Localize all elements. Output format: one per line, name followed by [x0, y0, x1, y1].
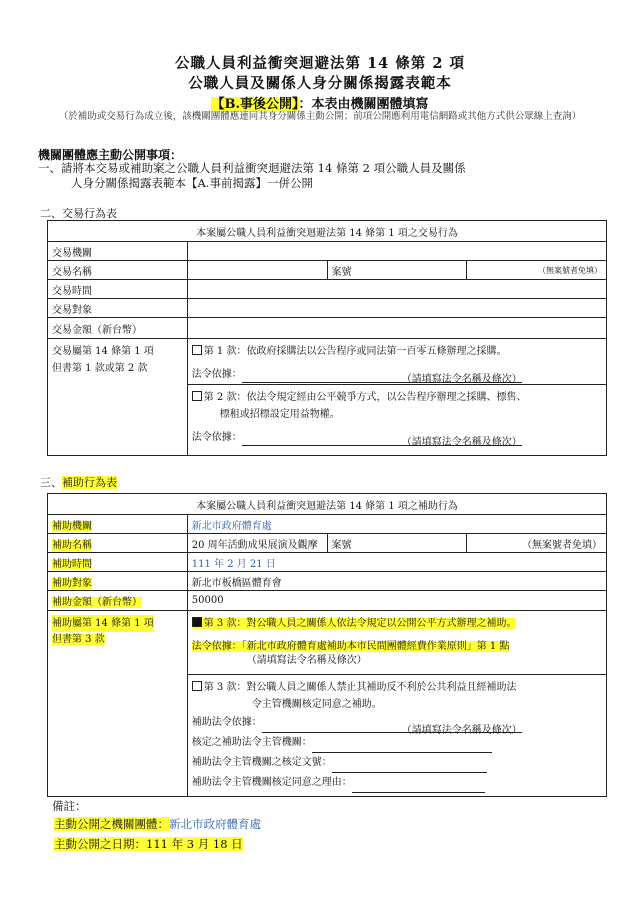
instruction: （於補助或交易行為成立後，該機關團體應連同其身分關係主動公開；前項公開應利用電信網路或其他方式供公眾線上查詢）: [58, 111, 582, 122]
f4-input[interactable]: [352, 781, 485, 793]
subsidy-clause-label: [48, 611, 188, 797]
law-label: 法令依據：: [191, 369, 242, 380]
subsidy-table-header: 本案屬公職人員利益衝突迴避法第 14 條第 1 項之補助行為: [48, 494, 607, 515]
trade-amount-field[interactable]: [187, 318, 606, 339]
clause-1-checkbox[interactable]: [192, 345, 202, 355]
subsidy-amount-field[interactable]: 50000: [187, 591, 606, 611]
clause-3b-block: [187, 675, 606, 797]
trade-party-field[interactable]: [187, 299, 606, 318]
f1-input[interactable]: [262, 721, 522, 736]
subsidy-section-title: [40, 474, 117, 490]
subsidy-org-field[interactable]: 新北市政府體育處: [187, 515, 606, 534]
clause-2-block: [187, 385, 606, 456]
org-value: 新北市政府體育處: [169, 817, 261, 831]
case-no-field[interactable]: （無案號者免填）: [467, 534, 607, 553]
f2-input[interactable]: [312, 741, 492, 753]
title-line-1: 公職人員利益衝突迴避法第 14 條第 2 項: [175, 55, 465, 72]
notes-org: [54, 816, 261, 832]
lead-heading: 機關團體應主動公開事項：: [38, 148, 183, 162]
law-hint: （請填寫法令名稱及條次）: [401, 725, 522, 736]
trade-name-field[interactable]: [187, 261, 327, 280]
law-hint: （請填寫法令名稱及條次）: [401, 374, 522, 385]
date-value: 111 年 3 月 18 日: [146, 837, 243, 851]
row-label: 交易名稱: [48, 261, 188, 280]
law-input[interactable]: [242, 434, 522, 446]
clause-3-block: [187, 611, 606, 675]
subtitle-tag: 【B.事後公開】: [211, 97, 299, 112]
law-input[interactable]: [242, 371, 522, 383]
subtitle-text: ：本表由機關團體填寫: [298, 97, 429, 112]
row-label: 交易時間: [48, 280, 188, 299]
trade-table-header: 本案屬公職人員利益衝突迴避法第 14 條第 1 項之交易行為: [48, 221, 607, 242]
row-label: 交易對象: [48, 299, 188, 318]
clause-3-text: 第 3 款：對公職人員之關係人依法令規定以公開公平方式辦理之補助。: [203, 618, 517, 629]
date-highlight: [54, 837, 243, 851]
law-value[interactable]: 「新北市政府體育處補助本市民間團體經費作業原則」第 1 點: [241, 641, 510, 652]
subsidy-party-field[interactable]: 新北市板橋區體育會: [187, 572, 606, 591]
law-hint: （請填寫法令名稱及條次）: [401, 437, 522, 448]
date-label: 主動公開之日期：: [54, 837, 146, 851]
clause-1-text: 第 1 款：依政府採購法以公告程序或同法第一百零五條辦理之採購。: [203, 346, 507, 357]
clause-label-b: 但書第 3 款: [52, 634, 105, 645]
clause-3b-text-a: 第 3 款：對公職人員之關係人禁止其補助反不利於公共利益且經補助法: [203, 682, 517, 693]
case-no-field[interactable]: （無案號者免填）: [467, 261, 607, 280]
row-label: 交易金額（新台幣）: [48, 318, 188, 339]
trade-clause-label: [48, 339, 188, 456]
row-label: 補助時間: [48, 553, 188, 572]
item-1-line-b: 人身分關係揭露表範本【A.事前揭露】一併公開: [71, 176, 313, 190]
law-label: 法令依據：: [191, 432, 242, 443]
row-label: 交易機關: [48, 242, 188, 261]
clause-1-block: [187, 339, 606, 385]
clause-label-a: 補助屬第 14 條第 1 項: [52, 615, 154, 632]
clause-3b-checkbox[interactable]: [192, 681, 202, 691]
clause-2-text-a: 第 2 款：依法令規定經由公平競爭方式，以公告程序辦理之採購、標售、: [203, 392, 527, 403]
trade-org-field[interactable]: [187, 242, 606, 261]
case-no-label: 案號: [327, 534, 467, 553]
f2-label: 核定之補助法令主管機關：: [191, 737, 312, 748]
clause-3b-text-b: 令主管機關核定同意之補助。: [251, 699, 382, 710]
clause-label-b: 但書第 1 款或第 2 款: [52, 363, 148, 374]
clause-3-checkbox[interactable]: [192, 617, 202, 627]
row-label: 補助名稱: [48, 534, 188, 553]
item-1-line-a: 一、請將本交易或補助案之公職人員利益衝突迴避法第 14 條第 2 項公職人員及關係: [38, 161, 466, 175]
clause-2-text-b: 標租或招標設定用益物權。: [219, 409, 340, 420]
trade-time-field[interactable]: [187, 280, 606, 299]
f4-label: 補助法令主管機關核定同意之理由：: [191, 777, 352, 788]
trade-table: [47, 220, 607, 456]
item-1: [38, 161, 608, 191]
clause-2-checkbox[interactable]: [192, 391, 202, 401]
law-label: 法令依據：: [191, 641, 242, 652]
clause-label-a: 交易屬第 14 條第 1 項: [52, 346, 154, 357]
law-hint: （請填寫法令名稱及條次）: [246, 655, 367, 666]
trade-section-title: 二、交易行為表: [40, 207, 117, 220]
org-label: 主動公開之機關團體：: [54, 817, 169, 831]
f3-input[interactable]: [332, 761, 487, 773]
subsidy-time-field[interactable]: 111 年 2 月 21 日: [187, 553, 606, 572]
section-name: 補助行為表: [62, 476, 117, 489]
notes-date: [54, 836, 243, 852]
section-prefix: 三、: [40, 476, 62, 489]
title-line-2: 公職人員及關係人身分關係揭露表範本: [188, 75, 452, 92]
f3-label: 補助法令主管機關之核定文號：: [191, 757, 332, 768]
row-label: 補助機關: [48, 515, 188, 534]
f1-label: 補助法令依據：: [191, 717, 262, 728]
row-label: 補助金額（新台幣）: [48, 591, 188, 611]
case-no-label: 案號: [327, 261, 467, 280]
notes-label: 備註：: [52, 799, 87, 813]
subsidy-table: [47, 493, 607, 797]
row-label: 補助對象: [48, 572, 188, 591]
subsidy-name-field[interactable]: 20 周年活動成果展演及觀摩: [187, 534, 327, 553]
